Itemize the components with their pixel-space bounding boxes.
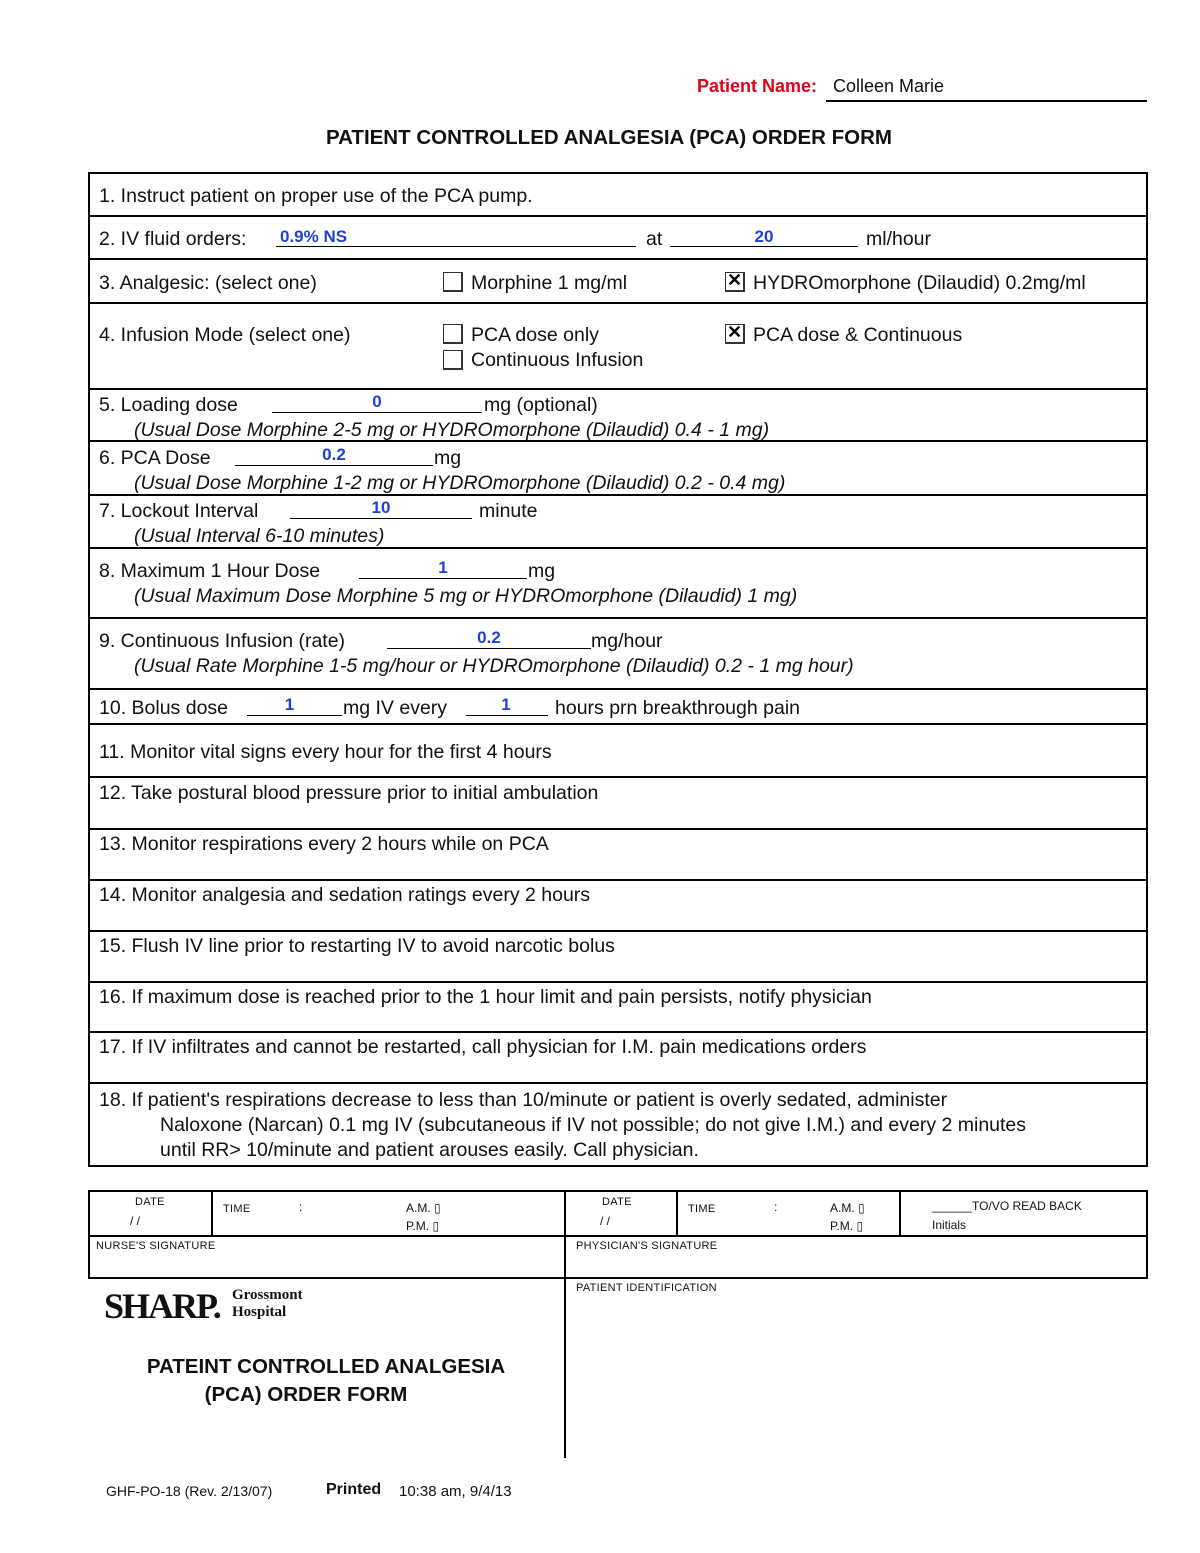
nurse-signature-label: NURSE'S SIGNATURE: [96, 1240, 216, 1252]
bolus-dose-line: [247, 715, 342, 716]
initials-label: Initials: [932, 1218, 967, 1232]
morphine-checkbox[interactable]: [443, 272, 463, 292]
patient-identification-label: PATIENT IDENTIFICATION: [576, 1282, 717, 1294]
loading-dose-value[interactable]: 0: [372, 392, 382, 411]
order-2-unit: ml/hour: [866, 228, 932, 250]
order-9-unit: mg/hour: [591, 630, 663, 652]
morphine-option-label: Morphine 1 mg/ml: [471, 272, 628, 294]
order-6-label: 6. PCA Dose: [99, 447, 211, 469]
order-18-line2: Naloxone (Narcan) 0.1 mg IV (subcutaneous if IV not possible; do not give I.M.) and every 2 minutes: [160, 1114, 1027, 1136]
order-10-tail: hours prn breakthrough pain: [555, 697, 800, 719]
order-5-label: 5. Loading dose: [99, 394, 238, 416]
hydromorphone-option-label: HYDROmorphone (Dilaudid) 0.2mg/ml: [753, 272, 1086, 294]
physician-time-value[interactable]: :: [774, 1200, 778, 1214]
order-3-label: 3. Analgesic: (select one): [99, 272, 317, 294]
physician-am-option[interactable]: A.M. ▯: [830, 1201, 865, 1215]
order-18-line1: 18. If patient's respirations decrease to less than 10/minute or patient is overly sedated, administer: [99, 1089, 948, 1111]
order-17-text: 17. If IV infiltrates and cannot be restarted, call physician for I.M. pain medications orders: [99, 1036, 867, 1058]
pca-dose-line: [235, 465, 433, 466]
lockout-value[interactable]: 10: [371, 498, 391, 517]
order-8-note: (Usual Maximum Dose Morphine 5 mg or HYDROmorphone (Dilaudid) 1 mg): [134, 585, 798, 607]
order-7-unit: minute: [479, 500, 538, 522]
patient-name-underline: [826, 100, 1147, 102]
order-5-note: (Usual Dose Morphine 2-5 mg or HYDROmorphone (Dilaudid) 0.4 - 1 mg): [134, 419, 770, 441]
order-16-text: 16. If maximum dose is reached prior to the 1 hour limit and pain persists, notify physician: [99, 986, 872, 1008]
physician-time-label: TIME: [688, 1203, 716, 1215]
grossmont-logo-line1: Grossmont: [232, 1287, 303, 1303]
nurse-time-value[interactable]: :: [299, 1200, 303, 1214]
order-4-label: 4. Infusion Mode (select one): [99, 324, 351, 346]
bolus-interval-line: [466, 715, 548, 716]
order-8-label: 8. Maximum 1 Hour Dose: [99, 560, 321, 582]
pca-dose-continuous-checkbox[interactable]: [725, 324, 745, 344]
nurse-pm-option[interactable]: P.M. ▯: [406, 1219, 440, 1233]
order-6-unit: mg: [434, 447, 462, 469]
physician-pm-option[interactable]: P.M. ▯: [830, 1219, 864, 1233]
iv-fluid-value[interactable]: 0.9% NS: [280, 227, 348, 246]
pca-dose-only-checkbox[interactable]: [443, 324, 463, 344]
nurse-date-value[interactable]: / /: [130, 1214, 141, 1228]
grossmont-logo-line2: Hospital: [232, 1304, 287, 1320]
continuous-infusion-checkbox[interactable]: [443, 350, 463, 370]
pca-dose-only-label: PCA dose only: [471, 324, 599, 346]
patient-name-label: Patient Name:: [697, 76, 818, 96]
bolus-interval-value[interactable]: 1: [501, 695, 511, 714]
order-2-label: 2. IV fluid orders:: [99, 228, 247, 250]
physician-signature-label: PHYSICIAN'S SIGNATURE: [576, 1240, 718, 1252]
nurse-time-label: TIME: [223, 1203, 251, 1215]
order-12-text: 12. Take postural blood pressure prior to initial ambulation: [99, 782, 599, 804]
hydromorphone-checkbox[interactable]: [725, 272, 745, 292]
pca-dose-value[interactable]: 0.2: [322, 445, 346, 464]
order-18-line3: until RR> 10/minute and patient arouses easily. Call physician.: [160, 1139, 699, 1161]
order-10-mid: mg IV every: [343, 697, 448, 719]
order-9-note: (Usual Rate Morphine 1-5 mg/hour or HYDROmorphone (Dilaudid) 0.2 - 1 mg hour): [134, 655, 854, 677]
bolus-dose-value[interactable]: 1: [284, 695, 295, 714]
physician-date-value[interactable]: / /: [600, 1214, 611, 1228]
lockout-line: [290, 518, 472, 519]
order-2-at: at: [646, 228, 663, 250]
form-code: GHF-PO-18 (Rev. 2/13/07): [106, 1483, 273, 1499]
continuous-infusion-label: Continuous Infusion: [471, 349, 644, 371]
order-7-label: 7. Lockout Interval: [99, 500, 259, 522]
order-5-unit: mg (optional): [484, 394, 598, 416]
loading-dose-line: [272, 412, 482, 413]
infusion-rate-value[interactable]: 0.2: [477, 628, 501, 647]
patient-name-value[interactable]: Colleen Marie: [833, 76, 945, 96]
max-dose-line: [359, 578, 527, 579]
read-back-label[interactable]: ______TO/VO READ BACK: [932, 1199, 1082, 1213]
form-name-line1: PATEINT CONTROLLED ANALGESIA: [146, 1355, 506, 1378]
pca-dose-continuous-label: PCA dose & Continuous: [753, 324, 963, 346]
order-15-text: 15. Flush IV line prior to restarting IV to avoid narcotic bolus: [99, 935, 615, 957]
printed-value: 10:38 am, 9/4/13: [399, 1483, 512, 1500]
order-14-text: 14. Monitor analgesia and sedation ratings every 2 hours: [99, 884, 591, 906]
physician-date-label: DATE: [602, 1196, 632, 1208]
order-1-text: 1. Instruct patient on proper use of the PCA pump.: [99, 185, 533, 207]
nurse-am-option[interactable]: A.M. ▯: [406, 1201, 441, 1215]
order-7-note: (Usual Interval 6-10 minutes): [134, 525, 385, 547]
order-9-label: 9. Continuous Infusion (rate): [99, 630, 346, 652]
sharp-logo: SHARP.: [104, 1286, 220, 1326]
max-dose-value[interactable]: 1: [438, 558, 448, 577]
order-6-note: (Usual Dose Morphine 1-2 mg or HYDROmorphone (Dilaudid) 0.2 - 0.4 mg): [134, 472, 786, 494]
nurse-date-label: DATE: [135, 1196, 165, 1208]
order-11-text: 11. Monitor vital signs every hour for the first 4 hours: [99, 741, 552, 763]
form-name-line2: (PCA) ORDER FORM: [204, 1383, 408, 1406]
iv-rate-value[interactable]: 20: [754, 227, 774, 246]
order-8-unit: mg: [528, 560, 556, 582]
printed-label: Printed: [326, 1481, 382, 1498]
order-13-text: 13. Monitor respirations every 2 hours while on PCA: [99, 833, 549, 855]
order-10-label: 10. Bolus dose: [99, 697, 229, 719]
page-title: PATIENT CONTROLLED ANALGESIA (PCA) ORDER FORM: [325, 126, 892, 149]
infusion-rate-line: [387, 648, 591, 649]
